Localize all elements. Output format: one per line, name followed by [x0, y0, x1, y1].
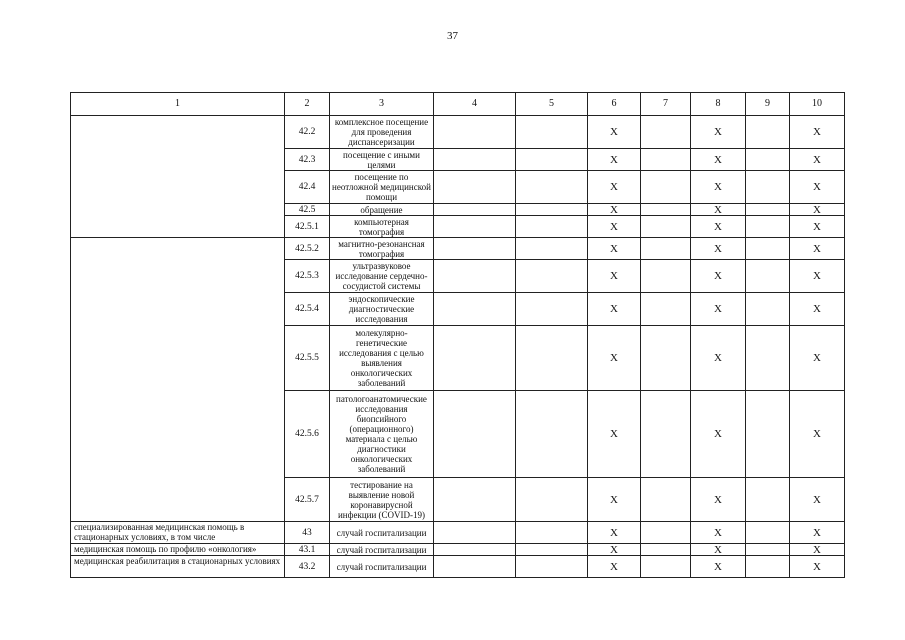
- page-number: 37: [447, 30, 458, 42]
- value-cell: [641, 149, 691, 171]
- value-cell: X: [691, 478, 746, 522]
- value-cell: [516, 544, 588, 556]
- row-code-cell: 42.4: [285, 171, 330, 204]
- value-cell: [746, 293, 790, 326]
- value-cell: X: [588, 293, 641, 326]
- value-cell: [746, 171, 790, 204]
- value-cell: [746, 149, 790, 171]
- value-cell: [516, 216, 588, 238]
- value-cell: X: [691, 149, 746, 171]
- value-cell: [434, 326, 516, 391]
- value-cell: [434, 293, 516, 326]
- value-cell: X: [588, 556, 641, 578]
- value-cell: X: [790, 171, 845, 204]
- value-cell: X: [691, 544, 746, 556]
- value-cell: [516, 171, 588, 204]
- row-code-cell: 42.5: [285, 204, 330, 216]
- row-code-cell: 42.5.3: [285, 260, 330, 293]
- value-cell: X: [691, 391, 746, 478]
- value-cell: X: [691, 238, 746, 260]
- unit-cell: случай госпитализации: [330, 522, 434, 544]
- value-cell: X: [691, 260, 746, 293]
- unit-cell: компьютерная томография: [330, 216, 434, 238]
- unit-cell: магнитно-резонансная томография: [330, 238, 434, 260]
- table-row: [71, 116, 845, 149]
- value-cell: [641, 391, 691, 478]
- table-row: [71, 544, 845, 556]
- column-header: 5: [516, 93, 588, 116]
- row-code-cell: 43.2: [285, 556, 330, 578]
- value-cell: X: [691, 216, 746, 238]
- value-cell: X: [691, 293, 746, 326]
- value-cell: X: [790, 522, 845, 544]
- value-cell: [434, 260, 516, 293]
- table-row: [71, 238, 845, 260]
- value-cell: [516, 391, 588, 478]
- row-code-cell: 43.1: [285, 544, 330, 556]
- value-cell: X: [790, 149, 845, 171]
- value-cell: X: [588, 544, 641, 556]
- unit-cell: посещение с иными целями: [330, 149, 434, 171]
- row-label-cell: специализированная медицинская помощь в стационарных условиях, в том числе: [71, 522, 285, 544]
- value-cell: X: [691, 522, 746, 544]
- row-label-cell: медицинская помощь по профилю «онкология»: [71, 544, 285, 556]
- row-code-cell: 42.5.5: [285, 326, 330, 391]
- unit-cell: ультразвуковое исследование сердечно-сосудистой системы: [330, 260, 434, 293]
- value-cell: [641, 216, 691, 238]
- column-header: 10: [790, 93, 845, 116]
- value-cell: [746, 116, 790, 149]
- value-cell: X: [588, 391, 641, 478]
- value-cell: [516, 238, 588, 260]
- value-cell: [746, 216, 790, 238]
- table-row: [71, 522, 845, 544]
- unit-cell: обращение: [330, 204, 434, 216]
- value-cell: [641, 556, 691, 578]
- unit-cell: молекулярно-генетические исследования с целью выявления онкологических заболеваний: [330, 326, 434, 391]
- value-cell: X: [790, 326, 845, 391]
- value-cell: X: [691, 116, 746, 149]
- value-cell: [746, 204, 790, 216]
- value-cell: [641, 544, 691, 556]
- value-cell: [434, 556, 516, 578]
- value-cell: X: [790, 238, 845, 260]
- column-header: 3: [330, 93, 434, 116]
- row-label-cell: медицинская реабилитация в стационарных условиях: [71, 556, 285, 578]
- row-label-cell: [71, 238, 285, 522]
- value-cell: X: [588, 116, 641, 149]
- value-cell: X: [790, 293, 845, 326]
- value-cell: [434, 478, 516, 522]
- value-cell: [641, 260, 691, 293]
- value-cell: [641, 171, 691, 204]
- value-cell: X: [588, 326, 641, 391]
- value-cell: X: [790, 216, 845, 238]
- value-cell: [641, 116, 691, 149]
- value-cell: [516, 204, 588, 216]
- value-cell: [434, 391, 516, 478]
- value-cell: [516, 149, 588, 171]
- value-cell: [434, 522, 516, 544]
- row-code-cell: 42.5.6: [285, 391, 330, 478]
- value-cell: [641, 522, 691, 544]
- row-code-cell: 42.5.2: [285, 238, 330, 260]
- row-code-cell: 42.5.4: [285, 293, 330, 326]
- value-cell: [434, 204, 516, 216]
- value-cell: X: [691, 171, 746, 204]
- column-header: 2: [285, 93, 330, 116]
- value-cell: [746, 238, 790, 260]
- column-header: 6: [588, 93, 641, 116]
- row-code-cell: 42.2: [285, 116, 330, 149]
- value-cell: X: [691, 326, 746, 391]
- value-cell: [641, 238, 691, 260]
- value-cell: [516, 116, 588, 149]
- unit-cell: случай госпитализации: [330, 544, 434, 556]
- value-cell: [434, 116, 516, 149]
- value-cell: X: [790, 204, 845, 216]
- value-cell: [516, 522, 588, 544]
- unit-cell: эндоскопические диагностические исследования: [330, 293, 434, 326]
- value-cell: X: [588, 238, 641, 260]
- column-header: 4: [434, 93, 516, 116]
- value-cell: [641, 204, 691, 216]
- value-cell: [516, 293, 588, 326]
- value-cell: X: [691, 556, 746, 578]
- column-header: 7: [641, 93, 691, 116]
- row-code-cell: 42.3: [285, 149, 330, 171]
- value-cell: [746, 260, 790, 293]
- value-cell: [641, 326, 691, 391]
- unit-cell: посещение по неотложной медицинской помощи: [330, 171, 434, 204]
- value-cell: X: [691, 204, 746, 216]
- row-code-cell: 42.5.7: [285, 478, 330, 522]
- value-cell: [516, 556, 588, 578]
- value-cell: [516, 260, 588, 293]
- row-code-cell: 42.5.1: [285, 216, 330, 238]
- value-cell: X: [588, 171, 641, 204]
- value-cell: [434, 216, 516, 238]
- value-cell: X: [588, 149, 641, 171]
- value-cell: X: [588, 260, 641, 293]
- row-label-cell: [71, 116, 285, 238]
- value-cell: X: [790, 260, 845, 293]
- value-cell: X: [790, 116, 845, 149]
- unit-cell: случай госпитализации: [330, 556, 434, 578]
- value-cell: [746, 522, 790, 544]
- value-cell: [434, 149, 516, 171]
- unit-cell: патологоанатомические исследования биопсийного (операционного) материала с целью диагностики онкологических заболеваний: [330, 391, 434, 478]
- value-cell: [516, 478, 588, 522]
- value-cell: X: [588, 204, 641, 216]
- value-cell: X: [790, 478, 845, 522]
- value-cell: [746, 478, 790, 522]
- unit-cell: комплексное посещение для проведения диспансеризации: [330, 116, 434, 149]
- value-cell: X: [588, 522, 641, 544]
- row-code-cell: 43: [285, 522, 330, 544]
- data-table: [70, 92, 845, 578]
- value-cell: [516, 326, 588, 391]
- column-header: 9: [746, 93, 790, 116]
- value-cell: [746, 544, 790, 556]
- column-header: 8: [691, 93, 746, 116]
- value-cell: [434, 544, 516, 556]
- unit-cell: тестирование на выявление новой коронавирусной инфекции (COVID-19): [330, 478, 434, 522]
- column-header: 1: [71, 93, 285, 116]
- table-row: [71, 556, 845, 578]
- value-cell: X: [790, 391, 845, 478]
- value-cell: [641, 293, 691, 326]
- value-cell: X: [588, 478, 641, 522]
- value-cell: [434, 171, 516, 204]
- value-cell: X: [790, 544, 845, 556]
- value-cell: [746, 556, 790, 578]
- value-cell: [746, 326, 790, 391]
- value-cell: X: [790, 556, 845, 578]
- value-cell: [434, 238, 516, 260]
- value-cell: [641, 478, 691, 522]
- table-header-row: [71, 93, 845, 116]
- value-cell: X: [588, 216, 641, 238]
- value-cell: [746, 391, 790, 478]
